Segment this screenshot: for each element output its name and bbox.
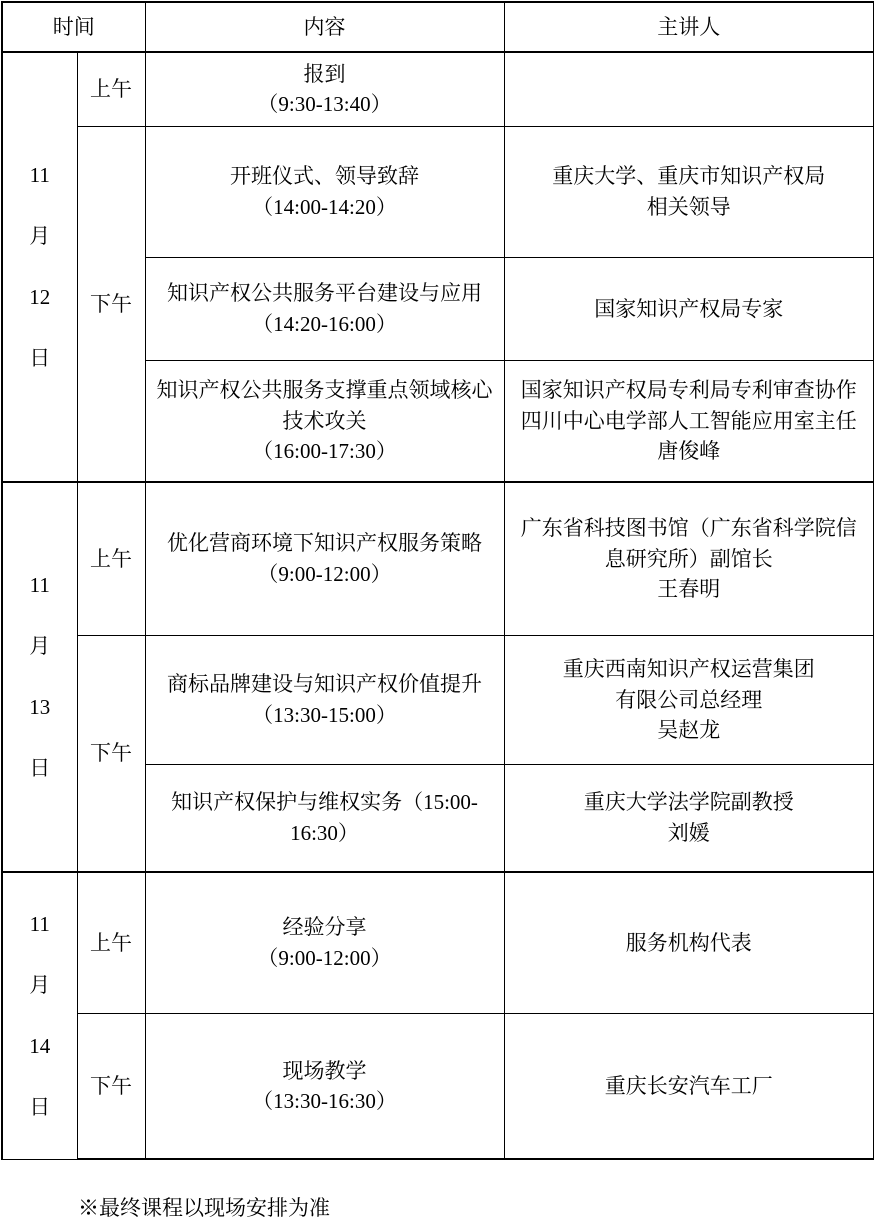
speaker-name-line: 吴赵龙 — [657, 718, 721, 743]
date-cell-day-1 — [2, 52, 77, 482]
content-cell — [145, 257, 504, 360]
speaker-cell — [504, 126, 874, 257]
footnote: ※最终课程以现场安排为准 — [78, 1196, 330, 1221]
speaker-line: 重庆大学法学院副教授 — [583, 790, 794, 815]
content-cell — [145, 52, 504, 126]
date-char: 日 — [29, 755, 51, 780]
speaker-name-line: 刘媛 — [667, 820, 710, 845]
content-cell — [145, 360, 504, 482]
speaker-cell — [504, 635, 874, 764]
content-time-line: （14:20-16:00） — [252, 311, 397, 336]
speaker-cell — [504, 482, 874, 636]
speaker-line: 国家知识产权局专利局专利审查协作 — [520, 378, 857, 403]
content-line: 优化营商环境下知识产权服务策略 — [167, 531, 482, 556]
speaker-cell — [504, 52, 874, 126]
training-schedule-table — [1, 1, 874, 1160]
date-char: 日 — [29, 346, 51, 371]
period-cell-day-2-morning: 上午 — [77, 482, 145, 636]
speaker-line: 重庆长安汽车工厂 — [604, 1073, 773, 1098]
content-cell — [145, 635, 504, 764]
speaker-cell — [504, 1013, 874, 1159]
date-char: 月 — [29, 634, 51, 659]
period-cell-day-1-afternoon: 下午 — [77, 126, 145, 482]
speaker-cell — [504, 257, 874, 360]
table-row — [2, 482, 874, 636]
date-char: 13 — [29, 695, 51, 720]
table-row — [2, 126, 874, 257]
content-cell — [145, 764, 504, 872]
content-cell — [145, 872, 504, 1013]
date-cell-day-3 — [2, 872, 77, 1159]
speaker-line: 四川中心电学部人工智能应用室主任 — [520, 408, 857, 433]
date-char: 11 — [29, 163, 50, 188]
date-char: 日 — [29, 1094, 51, 1119]
content-time-line: （9:00-12:00） — [257, 561, 392, 586]
table-row — [2, 872, 874, 1013]
content-line: 知识产权公共服务支撑重点领域核心 — [156, 378, 493, 403]
content-time-line: （16:00-17:30） — [252, 439, 397, 464]
speaker-line: 相关领导 — [646, 194, 731, 219]
content-cell — [145, 1013, 504, 1159]
speaker-line: 国家知识产权局专家 — [594, 296, 784, 321]
content-cell — [145, 126, 504, 257]
speaker-line: 广东省科技图书馆（广东省科学院信 — [520, 516, 857, 541]
speaker-cell — [504, 872, 874, 1013]
header-content: 内容 — [145, 2, 504, 52]
content-line: 现场教学 — [282, 1058, 367, 1083]
date-char: 11 — [29, 912, 50, 937]
content-time-line: （9:30-13:40） — [257, 92, 392, 117]
content-time-line: （13:30-16:30） — [252, 1088, 397, 1113]
content-line: 开班仪式、领导致辞 — [230, 164, 419, 189]
content-time-line: （9:00-12:00） — [257, 945, 392, 970]
content-time-line: （14:00-14:20） — [252, 194, 397, 219]
date-cell-day-2 — [2, 482, 77, 872]
speaker-line: 有限公司总经理 — [615, 687, 763, 712]
period-cell-day-3-afternoon: 下午 — [77, 1013, 145, 1159]
period-cell-day-2-afternoon: 下午 — [77, 635, 145, 872]
content-line: 经验分享 — [282, 915, 367, 940]
speaker-name-line: 唐俊峰 — [657, 439, 721, 464]
header-time: 时间 — [2, 2, 145, 52]
content-line: 报到 — [303, 62, 346, 86]
content-line: 知识产权公共服务平台建设与应用 — [167, 281, 482, 306]
speaker-line: 服务机构代表 — [625, 930, 752, 955]
date-char: 11 — [29, 573, 50, 598]
date-char: 14 — [29, 1034, 51, 1059]
content-time-line: 16:30） — [290, 820, 359, 845]
table-row — [2, 1013, 874, 1159]
table-row — [2, 52, 874, 126]
period-cell-day-3-morning: 上午 — [77, 872, 145, 1013]
table-header-row — [2, 2, 874, 52]
content-line: 技术攻关 — [282, 408, 367, 433]
table-row — [2, 635, 874, 764]
date-char: 12 — [29, 285, 51, 310]
content-line: 知识产权保护与维权实务（15:00- — [171, 790, 478, 815]
speaker-line: 重庆大学、重庆市知识产权局 — [552, 164, 826, 189]
speaker-line: 重庆西南知识产权运营集团 — [562, 657, 815, 682]
content-line: 商标品牌建设与知识产权价值提升 — [167, 672, 482, 697]
content-cell — [145, 482, 504, 636]
speaker-cell — [504, 764, 874, 872]
date-char: 月 — [29, 973, 51, 998]
header-speaker: 主讲人 — [504, 2, 874, 52]
speaker-line: 息研究所）副馆长 — [604, 546, 773, 571]
speaker-cell — [504, 360, 874, 482]
period-cell-day-1-morning: 上午 — [77, 52, 145, 126]
content-time-line: （13:30-15:00） — [252, 702, 397, 727]
speaker-name-line: 王春明 — [657, 577, 721, 602]
date-char: 月 — [29, 224, 51, 249]
schedule-page — [0, 1, 874, 1221]
